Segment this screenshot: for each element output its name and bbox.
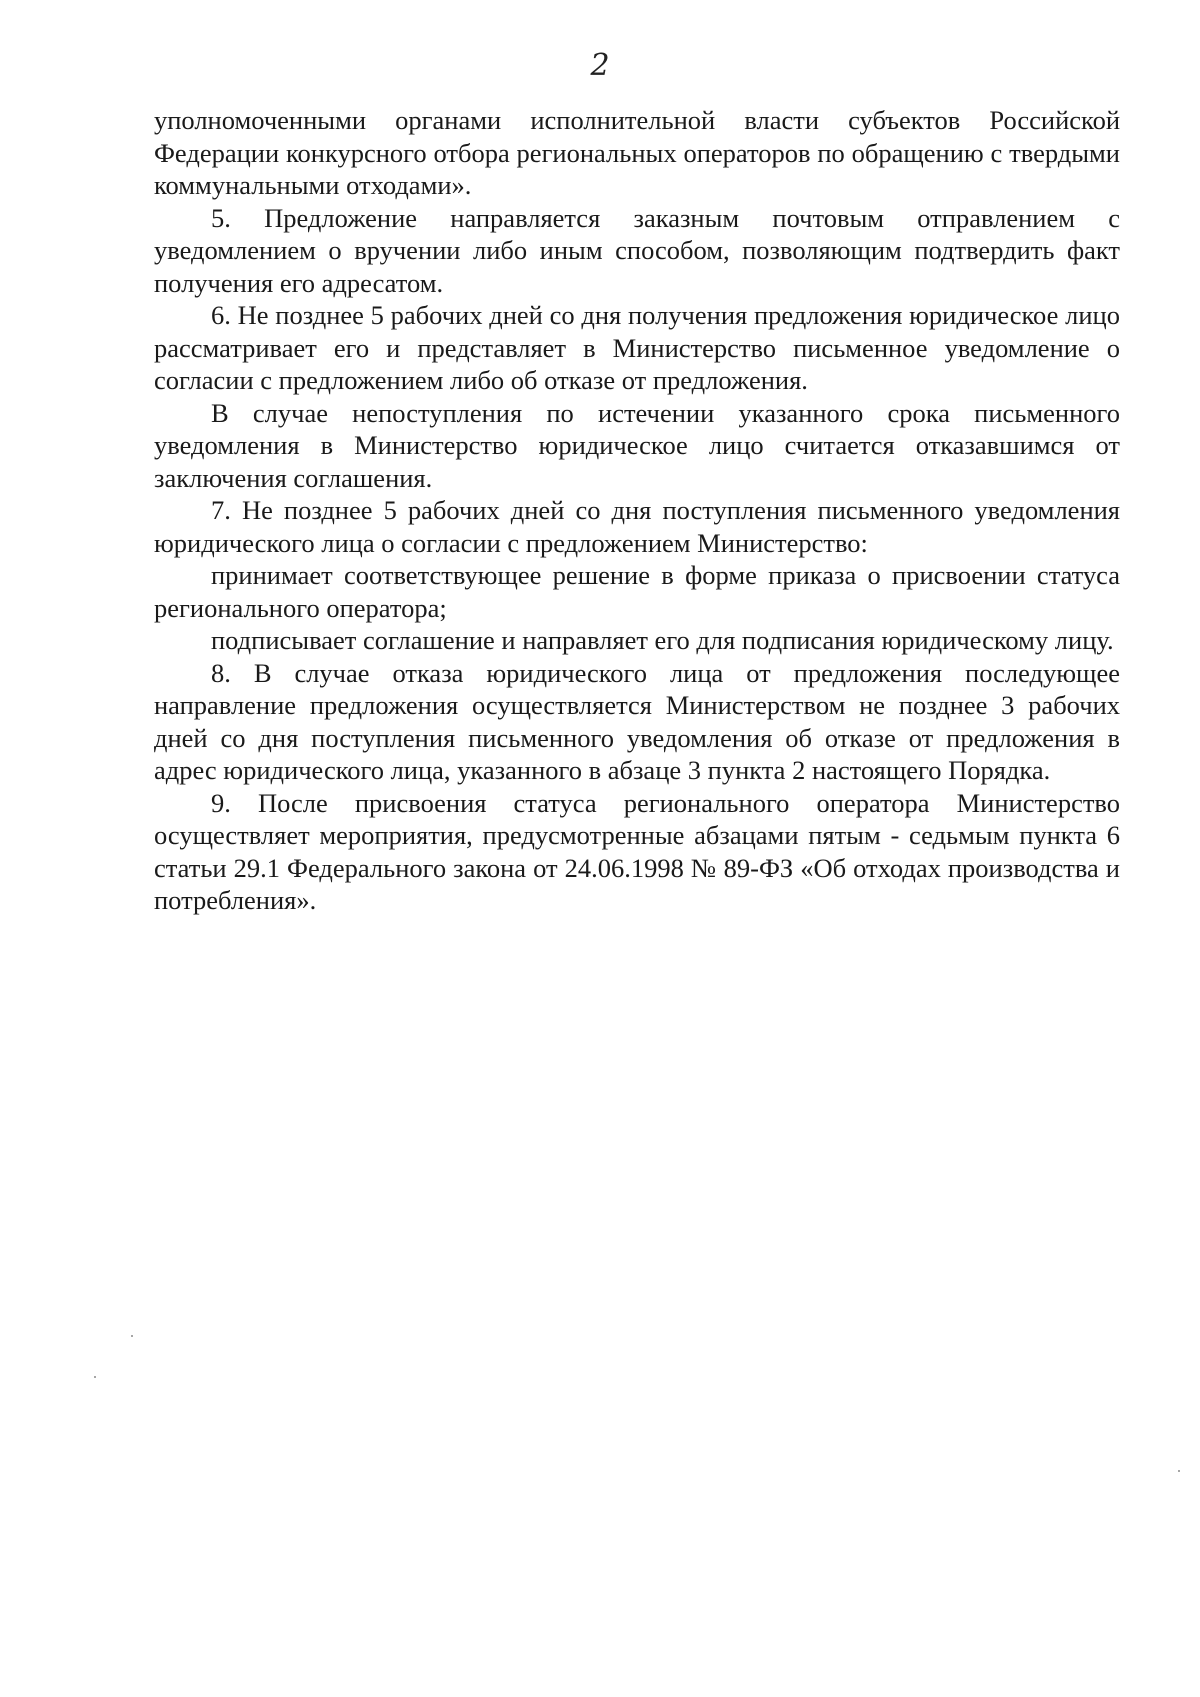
paragraph-item-6: 6. Не позднее 5 рабочих дней со дня получения предложения юридическое лицо рассматривает его и представляет в Министерство письменное уведомление о согласии с предложением либо об отказе от предложения. (154, 300, 1120, 395)
paragraph-item-8: 8. В случае отказа юридического лица от предложения последующее направление предложения осуществляется Министерством не позднее 3 рабочих дней со дня поступления письменного уведомления об отказе от предложения в адрес юридического лица, указанного в абзаце 3 пункта 2 настоящего Порядка. (154, 657, 1120, 785)
page-number: 2 (590, 48, 610, 83)
paragraph-item-7-action-2: подписывает соглашение и направляет его для подписания юридическому лицу. (211, 625, 1114, 655)
scan-speck (94, 1376, 96, 1378)
scan-speck (1178, 1470, 1180, 1472)
paragraph-item-5: 5. Предложение направляется заказным почтовым отправлением с уведомлением о вручении либо иным способом, позволяющим подтвердить факт получения его адресатом. (154, 202, 1120, 298)
paragraph-item-7-action-1: принимает соответствующее решение в форме приказа о присвоении статуса регионального оператора; (154, 560, 1120, 623)
paragraph-item-6-note: В случае непоступления по истечении указанного срока письменного уведомления в Министерство юридическое лицо считается отказавшимся от заключения соглашения. (154, 397, 1120, 493)
paragraph-item-7: 7. Не позднее 5 рабочих дней со дня поступления письменного уведомления юридического лица о согласии с предложением Министерство: (154, 495, 1120, 558)
scan-speck (131, 1335, 133, 1337)
document-body (154, 104, 1120, 917)
paragraph-item-9: 9. После присвоения статуса регионального оператора Министерство осуществляет мероприятия, предусмотренные абзацами пятым - седьмым пункта 6 статьи 29.1 Федерального закона от 24.06.1998 № 89-ФЗ «Об отходах производства и потребления». (154, 787, 1120, 915)
paragraph-continuation: уполномоченными органами исполнительной власти субъектов Российской Федерации конкурсного отбора региональных операторов по обращению с твердыми коммунальными отходами». (154, 105, 1120, 200)
